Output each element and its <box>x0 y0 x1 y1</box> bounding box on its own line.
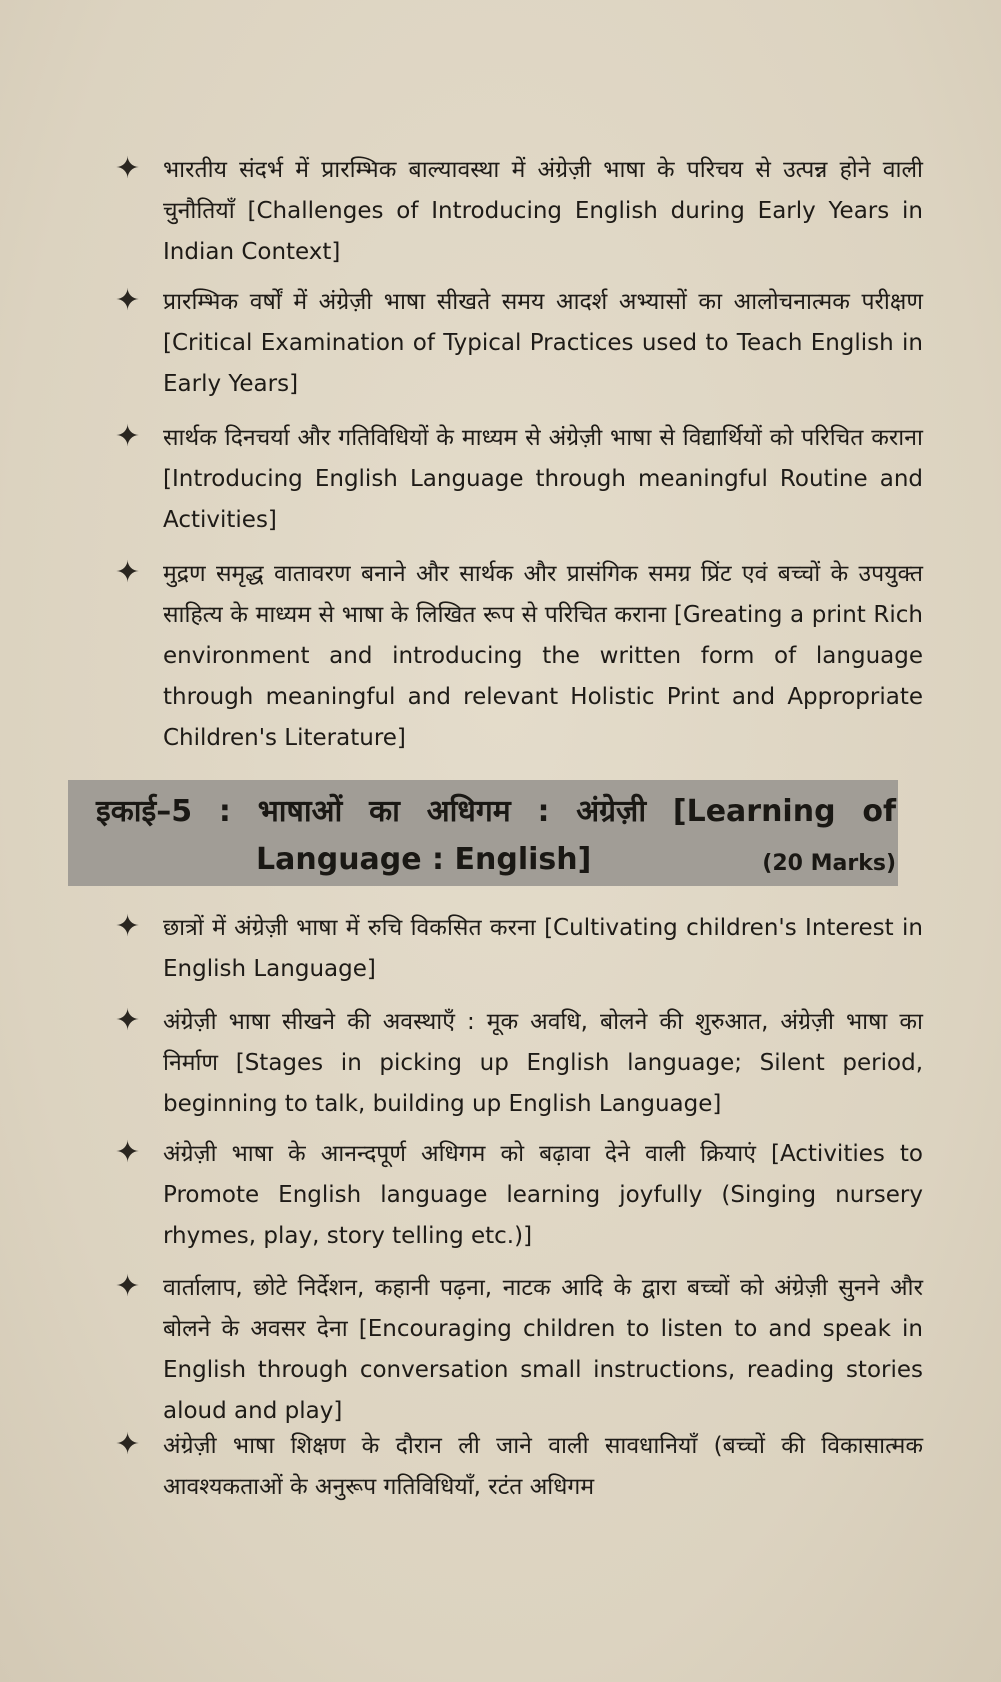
list-item-text <box>163 1134 923 1257</box>
english-text: [Critical Examination of Typical Practices used to Teach English in Early Years] <box>163 330 923 397</box>
list-item-text <box>163 1426 923 1508</box>
star-bullet-icon: ✦ <box>115 1135 141 1170</box>
hindi-text: अंग्रेज़ी भाषा शिक्षण के दौरान ली जाने वाली सावधानियाँ (बच्चों की विकासात्मक आवश्यकताओं के अनुरूप गतिविधियाँ, रटंत अधिगम <box>163 1433 923 1500</box>
hindi-text: मुद्रण समृद्ध वातावरण बनाने और सार्थक और प्रासंगिक समग्र प्रिंट एवं बच्चों के उपयुक्त साहित्य के माध्यम से भाषा के लिखित रूप से परिचित कराना <box>163 561 923 628</box>
english-text: [Introducing English Language through meaningful Routine and Activities] <box>163 466 923 533</box>
list-item-text <box>163 908 923 990</box>
unit-heading-title: इकाई–5 : भाषाओं का अधिगम : अंग्रेज़ी [Learning of <box>96 794 896 829</box>
unit-marks-label: (20 Marks) <box>762 851 896 876</box>
list-item-text <box>163 418 923 541</box>
star-bullet-icon: ✦ <box>115 909 141 944</box>
list-item-text <box>163 1002 923 1125</box>
star-bullet-icon: ✦ <box>115 151 141 186</box>
hindi-text: भारतीय संदर्भ में प्रारम्भिक बाल्यावस्था में अंग्रेज़ी भाषा के परिचय से उत्पन्न होने वाली चुनौतियाँ <box>163 157 923 224</box>
hindi-text: प्रारम्भिक वर्षों में अंग्रेज़ी भाषा सीखते समय आदर्श अभ्यासों का आलोचनात्मक परीक्षण <box>163 289 923 315</box>
unit-heading-title-cont: Language : English] <box>256 842 592 877</box>
list-item-text <box>163 282 923 405</box>
english-text: [Greating a print Rich environment and introducing the written form of language through meaningful and relevant Holistic Print and Appropriate Children's Literature] <box>163 602 923 751</box>
star-bullet-icon: ✦ <box>115 419 141 454</box>
english-text: [Encouraging children to listen to and speak in English through conversation small instructions, reading stories aloud and play] <box>163 1316 923 1424</box>
hindi-text: छात्रों में अंग्रेज़ी भाषा में रुचि विकसित करना <box>163 915 536 941</box>
list-item-text <box>163 150 923 273</box>
list-item-text <box>163 554 923 759</box>
english-text: [Cultivating children's Interest in English Language] <box>163 915 923 982</box>
star-bullet-icon: ✦ <box>115 1269 141 1304</box>
star-bullet-icon: ✦ <box>115 555 141 590</box>
english-text: [Activities to Promote English language learning joyfully (Singing nursery rhymes, play, story telling etc.)] <box>163 1141 923 1249</box>
hindi-text: सार्थक दिनचर्या और गतिविधियों के माध्यम से अंग्रेज़ी भाषा से विद्यार्थियों को परिचित कराना <box>163 425 923 451</box>
hindi-text: अंग्रेज़ी भाषा सीखने की अवस्थाएँ : मूक अवधि, बोलने की शुरुआत, अंग्रेज़ी भाषा का निर्माण <box>163 1009 923 1076</box>
hindi-text: अंग्रेज़ी भाषा के आनन्दपूर्ण अधिगम को बढ़ावा देने वाली क्रियाएं <box>163 1141 756 1167</box>
english-text: [Stages in picking up English language; Silent period, beginning to talk, building up English Language] <box>163 1050 923 1117</box>
hindi-text: वार्तालाप, छोटे निर्देशन, कहानी पढ़ना, नाटक आदि के द्वारा बच्चों को अंग्रेज़ी सुनने और बोलने के अवसर देना <box>163 1275 923 1342</box>
star-bullet-icon: ✦ <box>115 1427 141 1462</box>
star-bullet-icon: ✦ <box>115 283 141 318</box>
star-bullet-icon: ✦ <box>115 1003 141 1038</box>
english-text: [Challenges of Introducing English during Early Years in Indian Context] <box>163 198 924 265</box>
list-item-text <box>163 1268 923 1432</box>
